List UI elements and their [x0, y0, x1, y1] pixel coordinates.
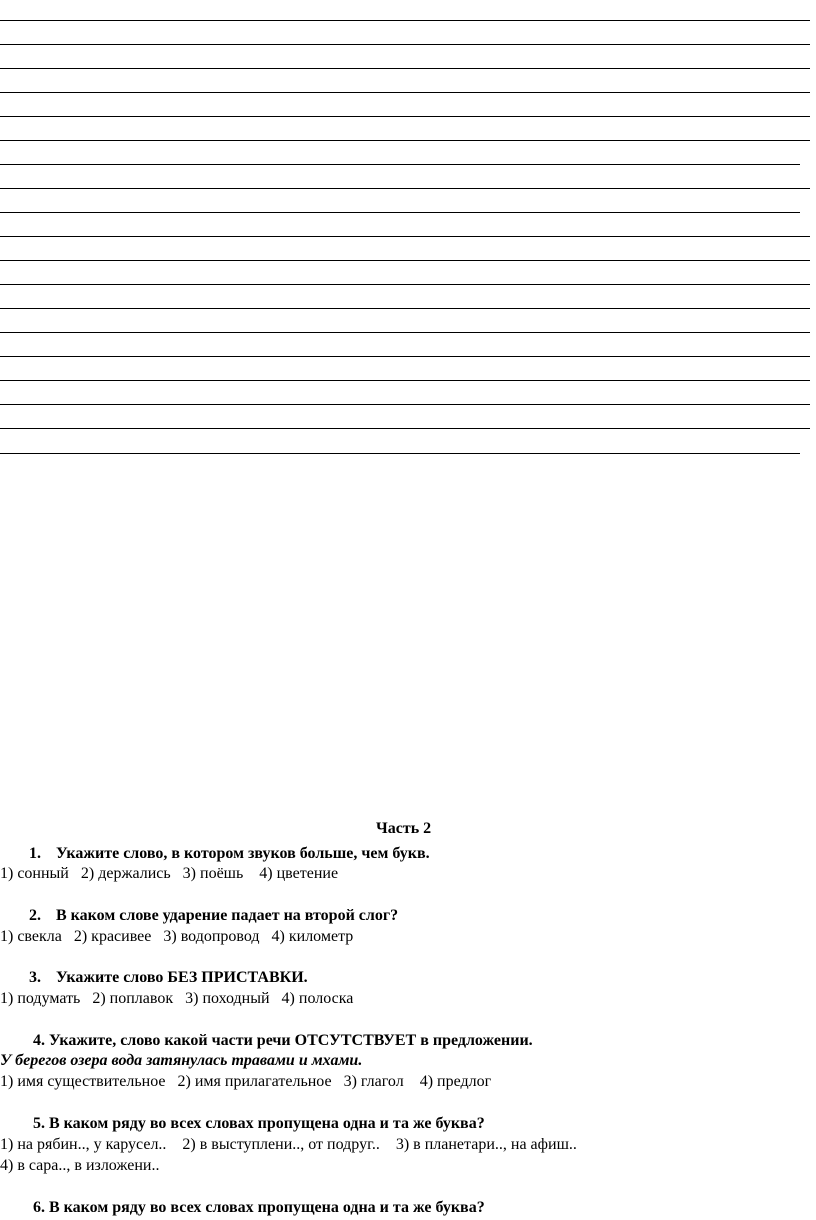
question-2-text: В каком слове ударение падает на второй слог?: [56, 907, 399, 924]
answer-line: [0, 380, 810, 381]
question-4-options: 1) имя существительное 2) имя прилагательное 3) глагол 4) предлог: [0, 1073, 492, 1090]
answer-line: [0, 92, 810, 93]
question-6-heading: 6. В каком ряду во всех словах пропущена одна и та же буква?: [33, 1199, 485, 1216]
question-1-text: Укажите слово, в котором звуков больше, чем букв.: [56, 845, 430, 862]
answer-line: [0, 20, 810, 21]
answer-line: [0, 332, 810, 333]
answer-line: [0, 428, 810, 429]
question-3-number: 3.: [29, 969, 41, 986]
question-5-options-line-2: 4) в сара.., в изложени..: [0, 1157, 160, 1174]
answer-line: [0, 188, 810, 189]
question-1-options: 1) сонный 2) держались 3) поёшь 4) цветение: [0, 865, 339, 882]
question-3-text: Укажите слово БЕЗ ПРИСТАВКИ.: [56, 969, 308, 986]
answer-line: [0, 116, 810, 117]
answer-line: [0, 164, 800, 165]
question-2-number: 2.: [29, 907, 41, 924]
answer-line: [0, 236, 810, 237]
answer-line: [0, 140, 810, 141]
question-3-options: 1) подумать 2) поплавок 3) походный 4) полоска: [0, 990, 354, 1007]
question-5-options-line-1: 1) на рябин.., у карусел.. 2) в выступлени.., от подруг.. 3) в планетари.., на афиш..: [0, 1136, 577, 1153]
question-5-heading: 5. В каком ряду во всех словах пропущена одна и та же буква?: [33, 1115, 485, 1132]
answer-line: [0, 212, 800, 213]
answer-line: [0, 356, 810, 357]
part-title: Часть 2: [376, 820, 432, 837]
question-4-heading: 4. Укажите, слово какой части речи ОТСУТСТВУЕТ в предложении.: [33, 1032, 533, 1049]
answer-line: [0, 68, 810, 69]
answer-line: [0, 260, 810, 261]
answer-line: [0, 284, 810, 285]
answer-line: [0, 44, 810, 45]
answer-line: [0, 453, 800, 454]
answer-line: [0, 404, 810, 405]
answer-line: [0, 308, 810, 309]
question-4-sentence: У берегов озера вода затянулась травами и мхами.: [0, 1052, 363, 1069]
question-1-number: 1.: [29, 845, 41, 862]
question-2-options: 1) свекла 2) красивее 3) водопровод 4) километр: [0, 928, 354, 945]
